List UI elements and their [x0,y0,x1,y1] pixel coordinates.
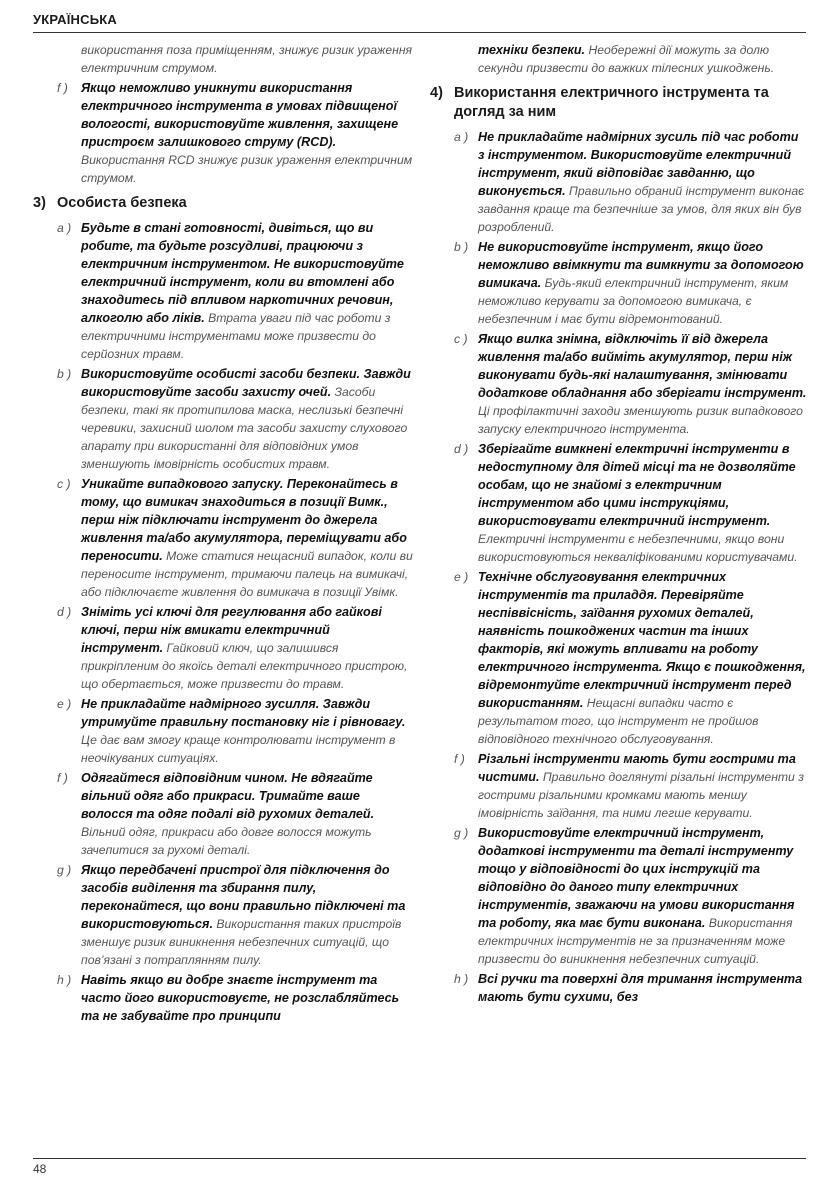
intro-continuation: використання поза приміщенням, знижує ризик ураження електричним струмом. [81,43,413,75]
language-header: УКРАЇНСЬКА [33,12,117,27]
item-text: Одягайтеся відповідним чином. Не вдягайте вільний одяг або прикраси. Тримайте ваше волосся та одяг подалі від рухомих деталей. Вільний одяг, прикраси або довге волосся можуть зачепитися за рухомі деталі. [81,771,375,857]
item-letter: g ) [57,863,72,877]
item-text: Технічне обслуговування електричних інструментів та приладдя. Перевіряйте неспіввісність, заїдання рухомих деталей, наявність пошкоджених частин та інших факторів, які можуть впливати на роботу електричного інструмента. Якщо є пошкодження, відремонтуйте електричний інструмент перед використанням. Нещасні випадки часто є результатом того, що інструмент не пройшов відповідного технічного обслуговування. [478,570,806,746]
item-text: Якщо вилка знімна, відключіть її від джерела живлення та/або вийміть акумулятор, перш ніж виконувати будь-які налаштування, змінювати додаткове обладнання або зберігати інструмент. Ці профілактичні заходи зменшують ризик випадкового запуску електричного інструмента. [478,332,807,436]
item-text: Якщо неможливо уникнути використання електричного інструмента в умовах підвищеної вологості, використовуйте живлення, захищене пристроєм залишкового струму (RCD). Використання RCD знижує ризик ураження електричним струмом. [81,81,413,185]
page-number: 48 [33,1162,47,1176]
item-letter: b ) [57,367,72,381]
header-divider [33,32,806,33]
item-text: Якщо передбачені пристрої для підключення до засобів виділення та збирання пилу, переконайтеся, що вони правильно підключені та використовуються. Використання таких пристроїв зменшує ризик виникнення небезпечних ситуацій, що пов’язані з потраплянням пилу. [81,863,406,967]
item-letter: b ) [454,240,469,254]
section-number: 3) [33,195,46,211]
item-letter: h ) [454,972,469,986]
list-item [33,861,413,969]
list-item [430,970,808,1006]
section-heading [430,84,808,122]
item-letter: f ) [454,752,465,766]
footer-divider [33,1158,806,1159]
item-letter: c ) [57,477,71,491]
list-item [430,824,808,968]
item-letter: f ) [57,81,68,95]
intro-continuation: техніки безпеки. Необережні дії можуть за долю секунди призвести до важких тілесних ушкоджень. [478,43,775,75]
list-item [430,568,808,748]
item-text: Всі ручки та поверхні для тримання інструмента мають бути сухими, без [478,972,803,1004]
list-item [33,695,413,767]
section-heading [33,194,413,213]
item-text: Не прикладайте надмірних зусиль під час роботи з інструментом. Використовуйте електричний інструмент, який відповідає завданню, що виконується. Правильно обраний інструмент виконає завдання краще та безпечніше за умов, для яких він був розроблений. [478,130,805,234]
item-letter: d ) [57,605,72,619]
list-item [430,330,808,438]
item-letter: e ) [454,570,469,584]
item-text: Різальні інструменти мають бути гострими та чистими. Правильно доглянуті різальні інструменти з гострими різальними кромками мають меншу імовірність заїдання, та ними легше керувати. [478,752,804,820]
item-letter: a ) [454,130,469,144]
list-item [430,440,808,566]
item-text: Зніміть усі ключі для регулювання або гайкові ключі, перш ніж вмикати електричний інструмент. Гайковий ключ, що залишився прикріпленим до якоїсь деталі електричного пристрою, що обертається, може призвести до травм. [81,605,408,691]
section-3-list [33,219,413,1025]
item-letter: h ) [57,973,72,987]
item-text: Не прикладайте надмірного зусилля. Завжди утримуйте правильну постановку ніг і рівновагу. Це дає вам змогу краще контролювати інструмент в неочікуваних ситуаціях. [81,697,406,765]
item-text: Не використовуйте інструмент, якщо його неможливо ввімкнути та вимкнути за допомогою вимикача. Будь-який електричний інструмент, яким неможливо керувати за допомогою вимикача, є небезпечним і має бути відремонтований. [478,240,804,326]
item-letter: c ) [454,332,468,346]
list-item [33,603,413,693]
item-text: Уникайте випадкового запуску. Переконайтесь в тому, що вимикач знаходиться в позиції Вимк., перш ніж підключати інструмент до джерела живлення та/або акумулятора, переміщувати або переносити. Може статися нещасний випадок, коли ви переносите інструмент, тримаючи палець на вимикачі, або підключаєте живлення до вимикача в позиції Увімк. [81,477,413,599]
list-item [430,750,808,822]
section-number: 4) [430,85,443,101]
right-column [430,41,808,1008]
list-item [33,971,413,1025]
item-letter: g ) [454,826,469,840]
item-text: Використовуйте особисті засоби безпеки. Завжди використовуйте засоби захисту очей. Засоби безпеки, такі як протипилова маска, неслизькі безпечні черевики, захисний шолом та засоби захисту слухового апарату при використанні для відповідних умов зменшують імовірність особистих травм. [81,367,411,471]
item-letter: e ) [57,697,72,711]
item-letter: f ) [57,771,68,785]
item-text: Використовуйте електричний інструмент, додаткові інструменти та деталі інструменту тощо у відповідності до цих інструкцій та відповідно до даного типу електричних інструментів, зважаючи на умови використання та роботу, яка має бути виконана. Використання електричних інструментів не за призначенням може призвести до виникнення небезпечних ситуацій. [478,826,795,966]
list-item [33,365,413,473]
item-text: Зберігайте вимкнені електричні інструменти в недоступному для дітей місці та не дозволяйте особам, що не знайомі з електричним інструментом або цими інструкціями, використовувати електричний інструмент. Електричні інструменти є небезпечними, якщо вони використовуються некваліфікованими користувачами. [478,442,798,564]
item-letter: d ) [454,442,469,456]
item-letter: a ) [57,221,72,235]
list-item [430,238,808,328]
section-4-list [430,128,808,1006]
list-item [33,219,413,363]
list-item [430,128,808,236]
item-text: Будьте в стані готовності, дивіться, що ви робите, та будьте розсудливі, працюючи з електричним інструментом. Не використовуйте електричний інструмент, коли ви втомлені або знаходитесь під впливом наркотичних речовин, алкоголю або ліків. Втрата уваги під час роботи з електричними інструментами може призвести до серйозних травм. [81,221,404,361]
list-item [33,79,413,187]
left-column [33,41,413,1027]
list-item [33,769,413,859]
list-item [33,475,413,601]
section-title: Використання електричного інструмента та догляд за ним [454,85,769,120]
item-text: Навіть якщо ви добре знаєте інструмент та часто його використовуєте, не розслабляйтесь та не забувайте про принципи [81,973,400,1023]
section-title: Особиста безпека [57,195,187,211]
